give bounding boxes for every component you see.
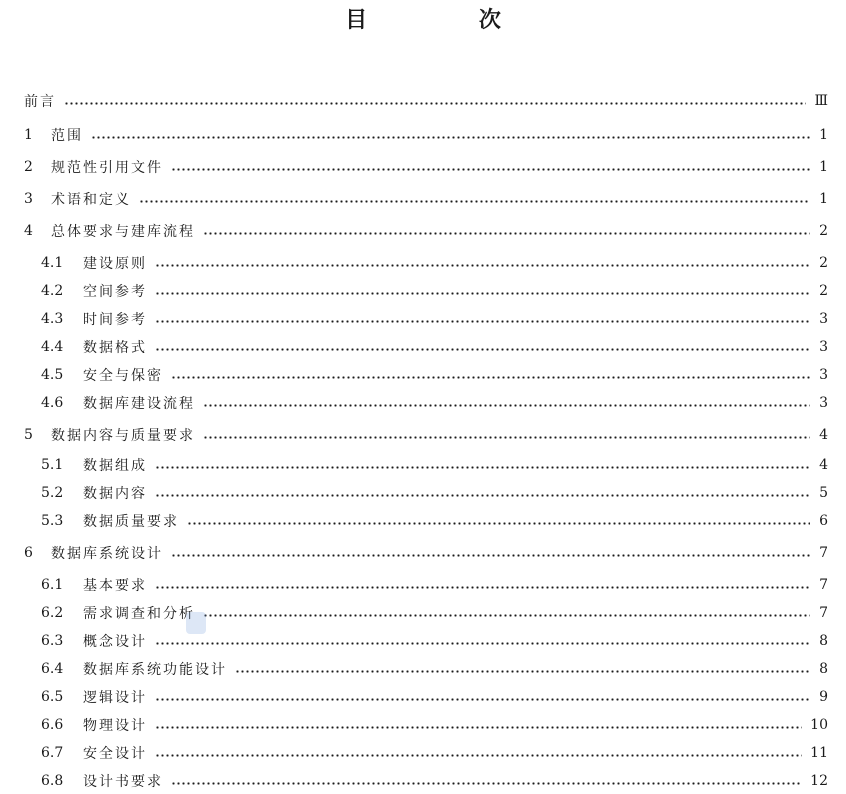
toc-dot-leader <box>155 292 810 295</box>
toc-entry-page-number: 1 <box>819 159 828 175</box>
toc-entry-label: 数据格式 <box>83 340 147 356</box>
toc-entry-number: 2 <box>24 159 33 175</box>
toc-entry[interactable] <box>0 334 846 360</box>
toc-entry-page-number: 10 <box>810 717 828 733</box>
toc-entry-label: 规范性引用文件 <box>51 160 163 176</box>
toc-entry-page-number: 2 <box>819 223 828 239</box>
toc-entry-page-number: 7 <box>819 605 828 621</box>
toc-entry-number: 5.2 <box>41 485 64 501</box>
toc-entry[interactable] <box>0 712 846 738</box>
toc-entry-label: 安全与保密 <box>83 368 163 384</box>
toc-entry-page-number: 6 <box>819 513 828 529</box>
toc-entry-label: 基本要求 <box>83 578 147 594</box>
toc-entry-page-number: 11 <box>810 745 828 761</box>
toc-dot-leader <box>203 232 810 235</box>
toc-entry-page-number: 3 <box>819 339 828 355</box>
toc-entry-page-number: 3 <box>819 311 828 327</box>
toc-entry[interactable] <box>0 154 846 180</box>
toc-entry-page-number: 12 <box>810 773 828 789</box>
toc-entry[interactable] <box>0 362 846 388</box>
toc-entry-page-number: 7 <box>819 577 828 593</box>
toc-dot-leader <box>203 436 810 439</box>
toc-dot-leader <box>155 348 810 351</box>
toc-dot-leader <box>155 466 810 469</box>
toc-entry-label: 物理设计 <box>83 718 147 734</box>
toc-entry-label: 数据内容与质量要求 <box>51 428 195 444</box>
toc-entry[interactable] <box>0 390 846 416</box>
page-title: 目 次 <box>345 8 553 33</box>
toc-dot-leader <box>64 102 806 105</box>
toc-entry-label: 术语和定义 <box>51 192 131 208</box>
watermark-mark <box>186 612 206 634</box>
toc-dot-leader <box>187 522 810 525</box>
toc-entry[interactable] <box>0 572 846 598</box>
toc-entry-label: 前言 <box>24 94 56 110</box>
toc-entry[interactable] <box>0 600 846 626</box>
toc-entry[interactable] <box>0 768 846 794</box>
toc-entry-label: 时间参考 <box>83 312 147 328</box>
toc-dot-leader <box>203 404 810 407</box>
toc-entry-number: 4 <box>24 223 33 239</box>
toc-entry-page-number: 9 <box>819 689 828 705</box>
toc-entry-number: 4.2 <box>41 283 64 299</box>
toc-entry[interactable] <box>0 306 846 332</box>
toc-entry-page-number: 4 <box>819 457 828 473</box>
toc-entry-number: 5.3 <box>41 513 64 529</box>
toc-entry[interactable] <box>0 540 846 566</box>
toc-dot-leader <box>155 264 810 267</box>
toc-entry[interactable] <box>0 740 846 766</box>
toc-entry-label: 数据内容 <box>83 486 147 502</box>
toc-dot-leader <box>155 754 802 757</box>
toc-entry-number: 4.6 <box>41 395 64 411</box>
toc-entry-number: 6.3 <box>41 633 64 649</box>
toc-entry-page-number: 1 <box>819 127 828 143</box>
toc-entry-label: 需求调查和分析 <box>83 606 195 622</box>
toc-entry-label: 空间参考 <box>83 284 147 300</box>
toc-entry-number: 6.7 <box>41 745 64 761</box>
toc-dot-leader <box>203 614 810 617</box>
toc-entry-label: 范围 <box>51 128 83 144</box>
toc-dot-leader <box>155 726 802 729</box>
toc-dot-leader <box>171 376 810 379</box>
toc-entry-label: 数据库建设流程 <box>83 396 195 412</box>
toc-entry-number: 3 <box>24 191 33 207</box>
toc-entry-page-number: 5 <box>819 485 828 501</box>
toc-entry-page-number: 2 <box>819 255 828 271</box>
toc-entry-page-number: 7 <box>819 545 828 561</box>
toc-entry-number: 5.1 <box>41 457 64 473</box>
toc-entry-page-number: 8 <box>819 661 828 677</box>
toc-entry-page-number: 4 <box>819 427 828 443</box>
toc-entry[interactable] <box>0 186 846 212</box>
toc-dot-leader <box>171 168 810 171</box>
toc-entry-page-number: 3 <box>819 395 828 411</box>
toc-dot-leader <box>235 670 810 673</box>
toc-entry-label: 逻辑设计 <box>83 690 147 706</box>
toc-dot-leader <box>139 200 810 203</box>
toc-entry-number: 6 <box>24 545 33 561</box>
toc-entry-number: 5 <box>24 427 33 443</box>
toc-entry-number: 4.4 <box>41 339 64 355</box>
toc-entry[interactable] <box>0 250 846 276</box>
toc-entry-page-number: 3 <box>819 367 828 383</box>
toc-entry-number: 6.4 <box>41 661 64 677</box>
toc-entry-number: 6.1 <box>41 577 64 593</box>
toc-entry-label: 建设原则 <box>83 256 147 272</box>
toc-entry-number: 6.8 <box>41 773 64 789</box>
toc-dot-leader <box>91 136 810 139</box>
toc-entry[interactable] <box>0 422 846 448</box>
toc-entry[interactable] <box>0 684 846 710</box>
toc-entry[interactable] <box>0 628 846 654</box>
toc-entry[interactable] <box>0 656 846 682</box>
toc-entry-page-number: Ⅲ <box>814 93 828 109</box>
toc-entry[interactable] <box>0 88 846 114</box>
toc-entry[interactable] <box>0 508 846 534</box>
toc-entry[interactable] <box>0 278 846 304</box>
toc-dot-leader <box>171 782 802 785</box>
toc-entry-page-number: 2 <box>819 283 828 299</box>
toc-entry[interactable] <box>0 122 846 148</box>
toc-dot-leader <box>155 494 810 497</box>
toc-entry-label: 数据库系统设计 <box>51 546 163 562</box>
toc-entry[interactable] <box>0 452 846 478</box>
toc-entry-page-number: 1 <box>819 191 828 207</box>
toc-entry-label: 安全设计 <box>83 746 147 762</box>
toc-entry-number: 4.5 <box>41 367 64 383</box>
toc-entry-label: 概念设计 <box>83 634 147 650</box>
toc-entry-number: 6.5 <box>41 689 64 705</box>
toc-entry-label: 数据库系统功能设计 <box>83 662 227 678</box>
toc-entry-label: 数据质量要求 <box>83 514 179 530</box>
toc-entry-label: 设计书要求 <box>83 774 163 790</box>
toc-dot-leader <box>155 642 810 645</box>
toc-entry-number: 1 <box>24 127 33 143</box>
toc-entry-number: 6.2 <box>41 605 64 621</box>
toc-entry-page-number: 8 <box>819 633 828 649</box>
toc-entry[interactable] <box>0 218 846 244</box>
toc-entry-label: 总体要求与建库流程 <box>51 224 195 240</box>
toc-dot-leader <box>155 586 810 589</box>
toc-entry-number: 6.6 <box>41 717 64 733</box>
toc-dot-leader <box>171 554 810 557</box>
toc-entry-number: 4.3 <box>41 311 64 327</box>
toc-entry-label: 数据组成 <box>83 458 147 474</box>
toc-dot-leader <box>155 698 810 701</box>
toc-entry[interactable] <box>0 480 846 506</box>
toc-entry-number: 4.1 <box>41 255 64 271</box>
toc-dot-leader <box>155 320 810 323</box>
